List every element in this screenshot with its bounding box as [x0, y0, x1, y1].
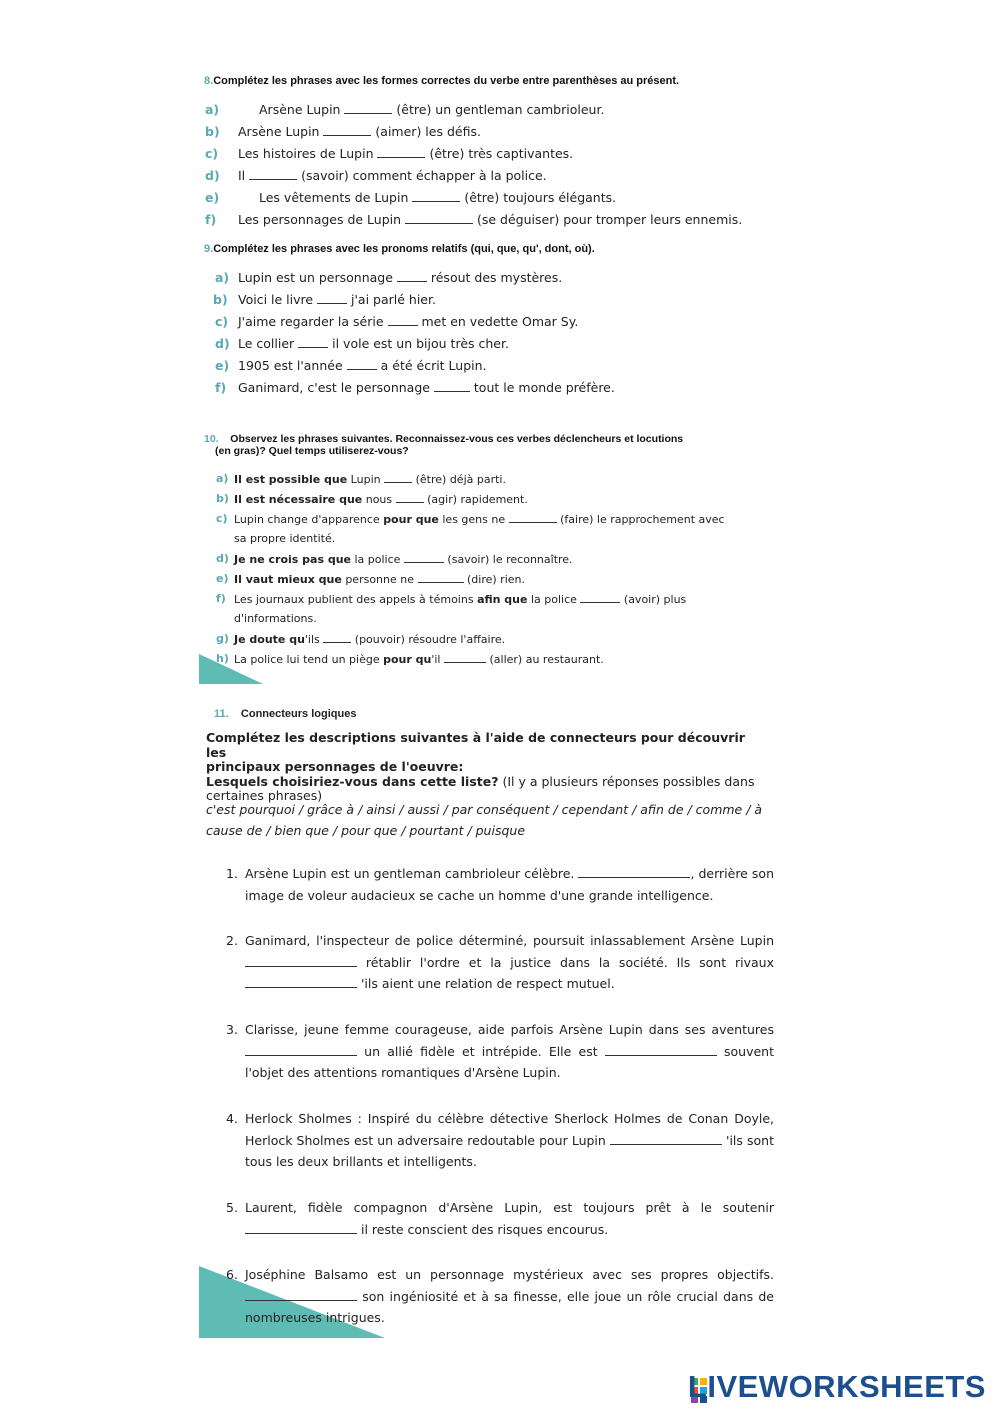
answer-blank[interactable] — [396, 491, 424, 503]
question-3: 3. Clarisse, jeune femme courageuse, aide parfois Arsène Lupin dans ses aventures un allié fidèle et intrépide. Elle est souvent l'objet des attentions romantiques d'Arsène Lupin. — [226, 1022, 775, 1080]
answer-blank[interactable] — [323, 124, 371, 136]
answer-blank[interactable] — [605, 1044, 717, 1056]
question-2: 2. Ganimard, l'inspecteur de police déterminé, poursuit inlassablement Arsène Lupin rétablir l'ordre et la justice dans la société. Ils sont rivaux 'ils aient une relation de respect mutuel. — [226, 933, 774, 991]
answer-blank[interactable] — [245, 1044, 357, 1056]
answer-blank[interactable] — [404, 551, 444, 563]
answer-blank[interactable] — [610, 1133, 722, 1145]
answer-blank[interactable] — [418, 571, 464, 583]
answer-blank[interactable] — [245, 1222, 357, 1234]
answer-blank[interactable] — [245, 976, 357, 988]
question-1: 1. Arsène Lupin est un gentleman cambrioleur célèbre. , derrière son image de voleur audacieux se cache un homme d'une grande intelligence. — [226, 866, 775, 903]
question-6: 6. Joséphine Balsamo est un personnage mystérieux avec ses propres objectifs. son ingéniosité et à sa finesse, elle joue un rôle crucial dans de nombreuses intrigues. — [226, 1267, 774, 1325]
answer-blank[interactable] — [249, 168, 297, 180]
answer-blank[interactable] — [580, 591, 620, 603]
answer-blank[interactable] — [397, 270, 427, 282]
answer-blank[interactable] — [444, 651, 486, 663]
decorative-triangle — [199, 654, 265, 686]
section-10-title: 10. Observez les phrases suivantes. Reconnaissez-vous ces verbes déclencheurs et locutions (en gras)? Quel temps utiliserez-vous? — [204, 433, 684, 457]
section-8-title: 8.Complétez les phrases avec les formes correctes du verbe entre parenthèses au présent. — [204, 75, 680, 87]
answer-blank[interactable] — [344, 102, 392, 114]
answer-blank[interactable] — [412, 190, 460, 202]
answer-blank[interactable] — [434, 380, 470, 392]
answer-blank[interactable] — [245, 1289, 357, 1301]
answer-blank[interactable] — [298, 336, 328, 348]
answer-blank[interactable] — [377, 146, 425, 158]
answer-blank[interactable] — [245, 955, 357, 967]
answer-blank[interactable] — [347, 358, 377, 370]
question-4: 4. Herlock Sholmes : Inspiré du célèbre détective Sherlock Holmes de Conan Doyle, Herlock Sholmes est un adversaire redoutable pour Lupin 'ils sont tous les deux brillants et intelligents. — [226, 1111, 774, 1169]
answer-blank[interactable] — [388, 314, 418, 326]
answer-blank[interactable] — [509, 511, 557, 523]
section-11-title: 11. Connecteurs logiques — [214, 708, 357, 720]
answer-blank[interactable] — [405, 212, 473, 224]
answer-blank[interactable] — [384, 471, 412, 483]
question-5: 5. Laurent, fidèle compagnon d'Arsène Lupin, est toujours prêt à le soutenir il reste conscient des risques encourus. — [226, 1200, 774, 1237]
answer-blank[interactable] — [323, 631, 351, 643]
answer-blank[interactable] — [317, 292, 347, 304]
liveworksheets-logo[interactable]: LIVEWORKSHEETS — [687, 1369, 986, 1404]
connector-list: c'est pourquoi / grâce à / ainsi / aussi / par conséquent / cependant / afin de / comme / à cause de / bien que / pour que / pourtant / puisque — [206, 802, 763, 838]
answer-blank[interactable] — [578, 866, 690, 878]
section-9-title: 9.Complétez les phrases avec les pronoms relatifs (qui, que, qu', dont, où). — [204, 243, 595, 255]
section-11-instructions: Complétez les descriptions suivantes à l'aide de connecteurs pour découvrir les principaux personnages de l'oeuvre: Lesquels choisiriez-vous dans cette liste? (Il y a plusieurs réponses possibles dans certaines phrases) — [206, 730, 755, 803]
